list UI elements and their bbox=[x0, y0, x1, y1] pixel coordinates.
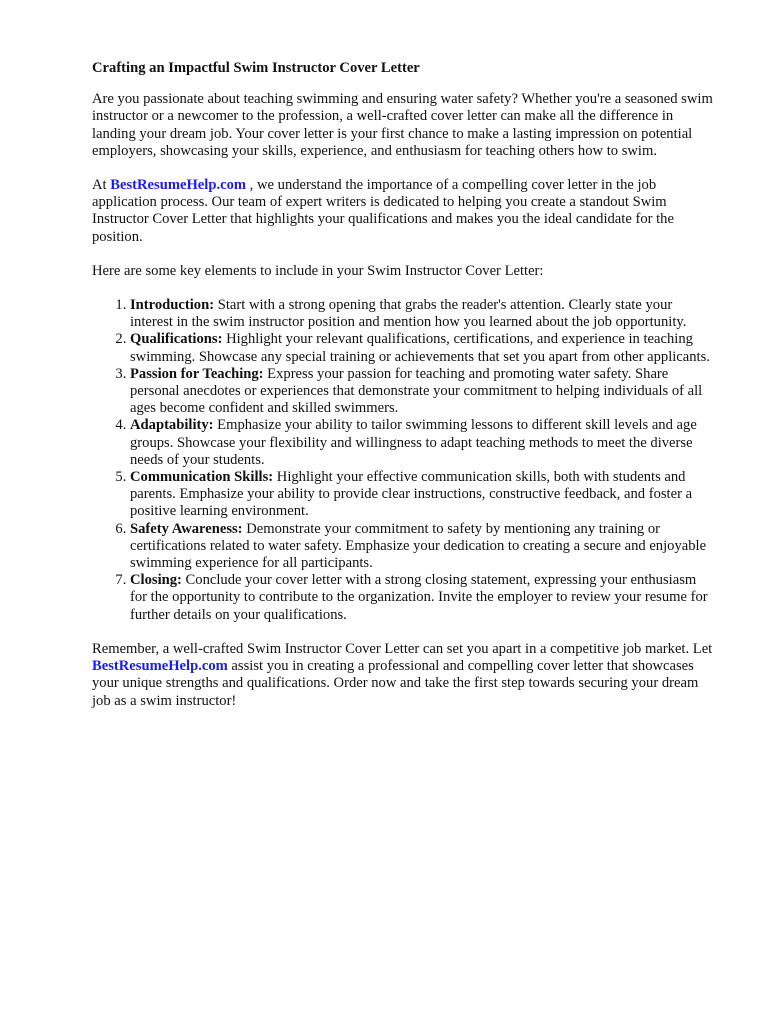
closing-paragraph bbox=[92, 641, 716, 710]
list-item-text: Start with a strong opening that grabs the reader's attention. Clearly state your interest in the swim instructor position and mention how you learned about the job opportunity. bbox=[130, 297, 687, 331]
list-item bbox=[130, 297, 716, 331]
list-item-term: Communication Skills: bbox=[130, 469, 274, 486]
list-intro: Here are some key elements to include in your Swim Instructor Cover Letter: bbox=[92, 262, 544, 279]
company-paragraph-suffix: , we understand the importance of a compelling cover letter in the job application process. Our team of expert writers is dedicated to helping you create a standout Swim Instructor Cover Letter that highlights your qualifications and makes you the ideal candidate for the position. bbox=[92, 177, 674, 245]
list-item-term: Safety Awareness: bbox=[130, 520, 243, 537]
list-item bbox=[130, 572, 716, 624]
list-item-term: Passion for Teaching: bbox=[130, 365, 264, 382]
list-item bbox=[130, 521, 716, 573]
intro-paragraph: Are you passionate about teaching swimming and ensuring water safety? Whether you're a seasoned swim instructor or a newcomer to the profession, a well-crafted cover letter can make all the difference in landing your dream job. Your cover letter is your first chance to make a lasting impression on potential employers, showcasing your skills, experience, and enthusiasm for teaching others how to swim. bbox=[92, 91, 713, 159]
list-item bbox=[130, 366, 716, 418]
document-title: Crafting an Impactful Swim Instructor Cover Letter bbox=[92, 60, 420, 76]
list-item bbox=[130, 331, 716, 365]
list-item bbox=[130, 417, 716, 469]
list-item-text: Emphasize your ability to tailor swimming lessons to different skill levels and age groups. Showcase your flexibility and willingness to adapt teaching methods to meet the diverse needs of your students. bbox=[130, 417, 697, 468]
closing-paragraph-prefix: Remember, a well-crafted Swim Instructor Cover Letter can set you apart in a competitive job market. Let bbox=[92, 640, 713, 657]
list-item-term: Introduction: bbox=[130, 297, 215, 314]
list-item-term: Adaptability: bbox=[130, 417, 214, 434]
list-item-text: Highlight your effective communication skills, both with students and parents. Emphasize your ability to provide clear instructions, constructive feedback, and foster a positive learning environment. bbox=[130, 469, 693, 520]
key-elements-list bbox=[92, 297, 716, 624]
list-item-text: Highlight your relevant qualifications, certifications, and experience in teaching swimming. Showcase any special training or achievements that set you apart from other applicants. bbox=[130, 331, 710, 365]
company-paragraph-prefix: At bbox=[92, 177, 111, 194]
list-item-text: Conclude your cover letter with a strong closing statement, expressing your enthusiasm for the opportunity to contribute to the organization. Invite the employer to review your resume for further details on your qualifications. bbox=[130, 572, 708, 623]
list-item bbox=[130, 469, 716, 521]
list-item-term: Qualifications: bbox=[130, 331, 223, 348]
closing-paragraph-suffix: assist you in creating a professional and compelling cover letter that showcases your unique strengths and qualifications. Order now and take the first step towards securing your dream job as a swim instructor! bbox=[92, 658, 699, 709]
company-paragraph bbox=[92, 177, 716, 246]
bestresumehelp-link[interactable]: BestResumeHelp.com bbox=[92, 658, 228, 675]
list-item-text: Demonstrate your commitment to safety by mentioning any training or certifications related to water safety. Emphasize your dedication to creating a secure and enjoyable swimming experience for all participants. bbox=[130, 520, 707, 572]
bestresumehelp-link[interactable]: BestResumeHelp.com bbox=[110, 177, 247, 194]
list-item-term: Closing: bbox=[130, 572, 182, 589]
list-item-text: Express your passion for teaching and promoting water safety. Share personal anecdotes or experiences that demonstrate your commitment to helping individuals of all ages become confident and skilled swimmers. bbox=[130, 365, 703, 417]
